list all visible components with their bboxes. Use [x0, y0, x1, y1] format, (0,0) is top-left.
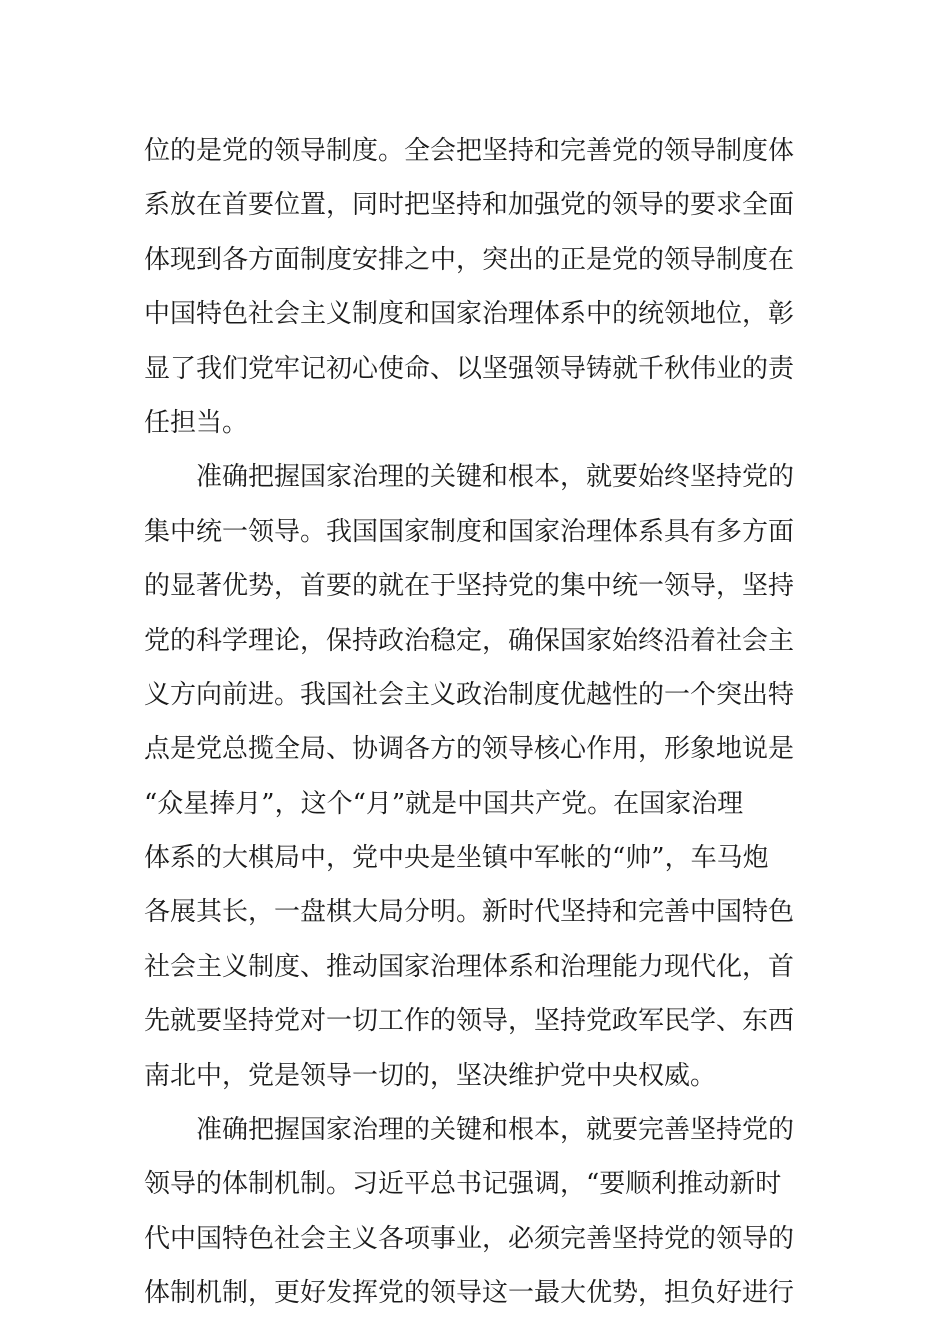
text-line: 点是党总揽全局、协调各方的领导核心作用，形象地说是 [144, 734, 795, 765]
text-line: 中国特色社会主义制度和国家治理体系中的统领地位，彰 [144, 299, 795, 330]
text-line: 系放在首要位置，同时把坚持和加强党的领导的要求全面 [144, 190, 795, 221]
text-line: “众星捧月”，这个“月”就是中国共产党。在国家治理 [144, 788, 744, 819]
text-line: 体系的大棋局中，党中央是坐镇中军帐的“帅”，车马炮 [144, 843, 769, 874]
text-line: 各展其长，一盘棋大局分明。新时代坚持和完善中国特色 [144, 897, 795, 928]
text-line: 的显著优势，首要的就在于坚持党的集中统一领导，坚持 [144, 571, 795, 602]
text-line: 任担当。 [144, 407, 249, 438]
text-line: 党的科学理论，保持政治稳定，确保国家始终沿着社会主 [144, 625, 795, 656]
text-line: 社会主义制度、推动国家治理体系和治理能力现代化，首 [144, 951, 795, 982]
text-line: 准确把握国家治理的关键和根本，就要完善坚持党的 [144, 1115, 795, 1146]
body-text [144, 124, 809, 1321]
text-line: 体现到各方面制度安排之中，突出的正是党的领导制度在 [144, 244, 795, 275]
text-line: 集中统一领导。我国国家制度和国家治理体系具有多方面 [144, 516, 795, 547]
text-line: 领导的体制机制。习近平总书记强调，“要顺利推动新时 [144, 1169, 782, 1200]
text-line: 显了我们党牢记初心使命、以坚强领导铸就千秋伟业的责 [144, 353, 795, 384]
text-line: 位的是党的领导制度。全会把坚持和完善党的领导制度体 [144, 136, 795, 166]
text-line: 先就要坚持党对一切工作的领导，坚持党政军民学、东西 [144, 1006, 795, 1037]
text-line: 义方向前进。我国社会主义政治制度优越性的一个突出特 [144, 679, 795, 710]
text-line: 准确把握国家治理的关键和根本，就要始终坚持党的 [144, 462, 795, 493]
text-line: 南北中，党是领导一切的，坚决维护党中央权威。 [144, 1060, 717, 1091]
text-line: 代中国特色社会主义各项事业，必须完善坚持党的领导的 [144, 1223, 795, 1254]
text-line: 体制机制，更好发挥党的领导这一最大优势，担负好进行 [144, 1278, 795, 1309]
